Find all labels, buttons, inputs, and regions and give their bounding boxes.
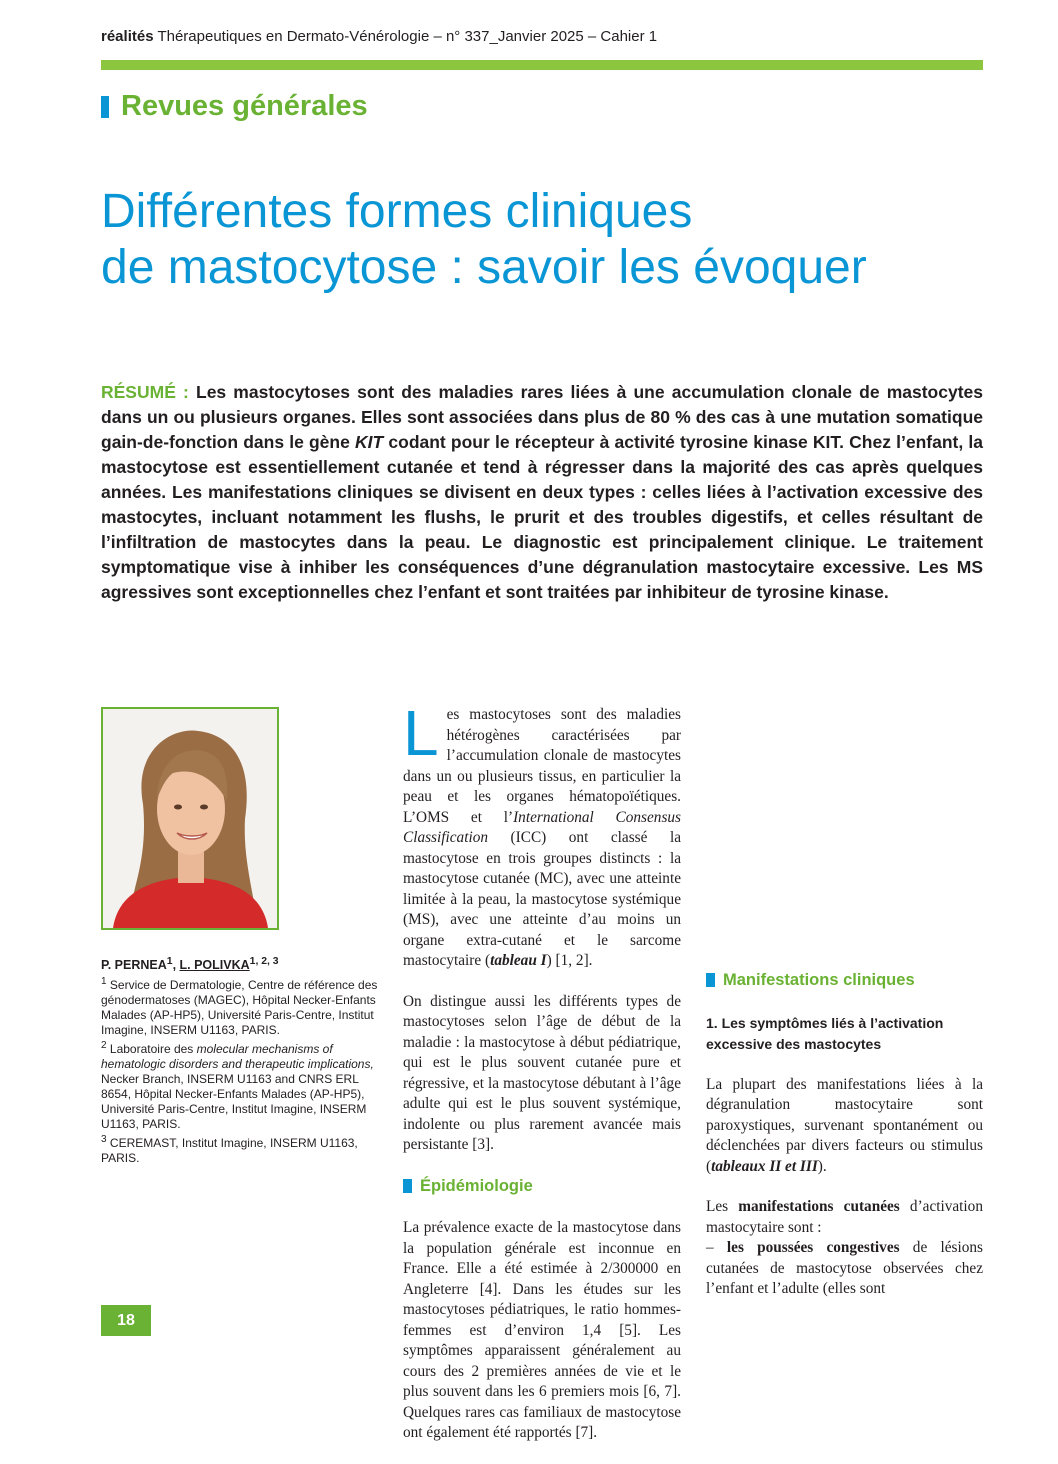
- p5-rest: d’activation mastocytaire sont :: [706, 1198, 983, 1236]
- p1-text-b: (ICC) ont classé la mastocytose en trois groupes distincts : la mastocytose cutanée (MC), avec une atteinte limitée à la peau, la mastocytose systémique (MS), avec une atteinte d’au moins un organe extra-cutané et le sarcome mastocytaire (: [403, 829, 681, 969]
- abstract: [101, 380, 983, 605]
- drop-cap: L: [403, 697, 439, 769]
- p5-prefix: Les: [706, 1198, 739, 1215]
- author-photo: [101, 707, 279, 930]
- article-title: [101, 184, 1001, 296]
- section-tag: [101, 90, 368, 123]
- p4-text-a: La plupart des manifestations liées à la dégranulation mastocytaire sont paroxystiques, survenant spontanément ou déclenchées par divers facteurs ou stimulus (: [706, 1075, 983, 1175]
- affiliation-2: [101, 1038, 381, 1132]
- subheading-marker-icon: [403, 1179, 412, 1193]
- author-2-sup: 1, 2, 3: [249, 956, 279, 967]
- header-rule: [101, 60, 983, 70]
- author-names: [101, 954, 381, 973]
- p4-text-b: ).: [817, 1157, 827, 1175]
- aff2-prefix: Laboratoire des: [109, 1042, 194, 1057]
- p6-bold: les poussées congestives: [726, 1239, 900, 1256]
- author-1: P. PERNEA: [101, 958, 167, 973]
- abstract-kit: KIT: [355, 432, 384, 452]
- aff3-text: CEREMAST, Institut Imagine, INSERM U1163, PARIS.: [101, 1136, 358, 1166]
- abstract-label: RÉSUMÉ :: [101, 382, 189, 402]
- running-header: [101, 28, 657, 45]
- body-column-right: [706, 970, 983, 1320]
- activation-paragraph: [706, 1075, 983, 1178]
- subheading-epidemiologie: [403, 1176, 681, 1197]
- aff1-num: 1: [101, 976, 107, 988]
- author-2: L. POLIVKA: [179, 958, 250, 973]
- author-portrait-icon: [103, 709, 277, 928]
- affiliation-1: [101, 974, 381, 1038]
- subheading-manifestations: [706, 970, 983, 991]
- p5-bold: manifestations cutanées: [738, 1198, 900, 1215]
- p6-rest: de lésions cutanées de mastocytose observées chez l’enfant et l’adulte (elles sont: [706, 1239, 983, 1297]
- p1-text-c: ) [1, 2].: [546, 952, 593, 969]
- epidemiology-paragraph: La prévalence exacte de la mastocytose dans la population générale est inconnue en France. Elle a été estimée à 2/300000 en Angleterre [4]. Dans les études sur les mastocytoses pédiatriques, le ratio hommes-femmes est d’environ 1,4 [5]. Les symptômes apparaissent généralement au cours des 2 premières années de vie et le plus souvent dans les 6 premiers mois [6, 7]. Quelques rares cas familiaux de mastocytose ont également été rapportés [7].: [403, 1219, 681, 1441]
- aff2-num: 2: [101, 1040, 107, 1052]
- subsection-1-heading: 1. Les symptômes liés à l’activation excessive des mastocytes: [706, 1014, 944, 1052]
- page-number: 18: [101, 1305, 151, 1336]
- p6-dash: –: [706, 1239, 727, 1256]
- author-separator: ,: [172, 958, 180, 973]
- subheading-epidemiologie-label: Épidémiologie: [420, 1176, 533, 1195]
- aff2-text: Necker Branch, INSERM U1163 and CNRS ERL 8654, Hôpital Necker-Enfants Malades (AP-HP5), Université Paris-Centre, Institut Imagine, INSERM U1163, PARIS.: [101, 1072, 367, 1132]
- aff3-num: 3: [101, 1134, 107, 1146]
- title-line-1: Différentes formes cliniques: [101, 185, 693, 238]
- aff2-italic: molecular mechanisms of hematologic disorders and therapeutic implications,: [101, 1042, 374, 1072]
- abstract-text-2: codant pour le récepteur à activité tyrosine kinase KIT. Chez l’enfant, la mastocytose est essentiellement cutanée et tend à régresser dans la majorité des cas après quelques années. Les manifestations cliniques se divisent en deux types : celles liées à l’activation excessive des mastocytes, incluant notamment les flushs, le prurit et des troubles digestifs, et celles résultant de l’infiltration de mastocytes dans la peau. Le diagnostic est principalement clinique. Le traitement symptomatique vise à inhiber les conséquences d’une dégranulation mastocytaire excessive. Les MS agressives sont exceptionnelles chez l’enfant et sont traitées par inhibiteur de tyrosine kinase.: [101, 432, 983, 602]
- p1-text-a: es mastocytoses sont des maladies hétérogènes caractérisées par l’accumulation clonale de mastocytes dans un ou plusieurs tissus, en particulier la peau et les organes hématopoïétiques. L’OMS et l’: [403, 706, 681, 826]
- aff1-text: Service de Dermatologie, Centre de référence des génodermatoses (MAGEC), Hôpital Necker-Enfants Malades (AP-HP5), Université Paris-Centre, Institut Imagine, INSERM U1163, PARIS.: [101, 978, 378, 1038]
- table-ref-2: tableaux II et III: [711, 1157, 818, 1175]
- types-paragraph: On distingue aussi les différents types de mastocytoses selon l’âge de début de la maladie : la mastocytose à début pédiatrique, qui est le plus souvent cutanée pure et régressive, et la mastocytose débutant à l’âge adulte qui est le plus souvent systémique, indolente ou plus rarement avancée mais persistante [3].: [403, 992, 681, 1153]
- cutaneous-paragraph: [706, 1197, 983, 1238]
- p1-icc: International Consensus Classification: [403, 808, 681, 846]
- journal-name: réalités: [101, 28, 154, 45]
- intro-paragraph: [403, 697, 681, 972]
- author-1-sup: 1: [166, 956, 173, 967]
- abstract-text-1: Les mastocytoses sont des maladies rares liées à une accumulation clonale de mastocytes dans un ou plusieurs organes. Elles sont associées dans plus de 80 % des cas à une mutation somatique gain-de-fonction dans le gène: [101, 382, 983, 452]
- section-marker-icon: [101, 96, 109, 118]
- congestive-paragraph: [706, 1238, 983, 1300]
- journal-issue: Thérapeutiques en Dermato-Vénérologie – n° 337_Janvier 2025 – Cahier 1: [157, 28, 658, 45]
- table-ref-1: tableau I: [490, 952, 547, 969]
- section-label: Revues générales: [121, 90, 368, 122]
- subheading-manifestations-label: Manifestations cliniques: [723, 971, 915, 989]
- affiliation-3: [101, 1132, 381, 1166]
- subheading-marker-icon: [706, 973, 715, 987]
- author-block: [101, 954, 381, 1166]
- body-column-middle: [403, 697, 681, 1464]
- title-line-2: de mastocytose : savoir les évoquer: [101, 241, 867, 294]
